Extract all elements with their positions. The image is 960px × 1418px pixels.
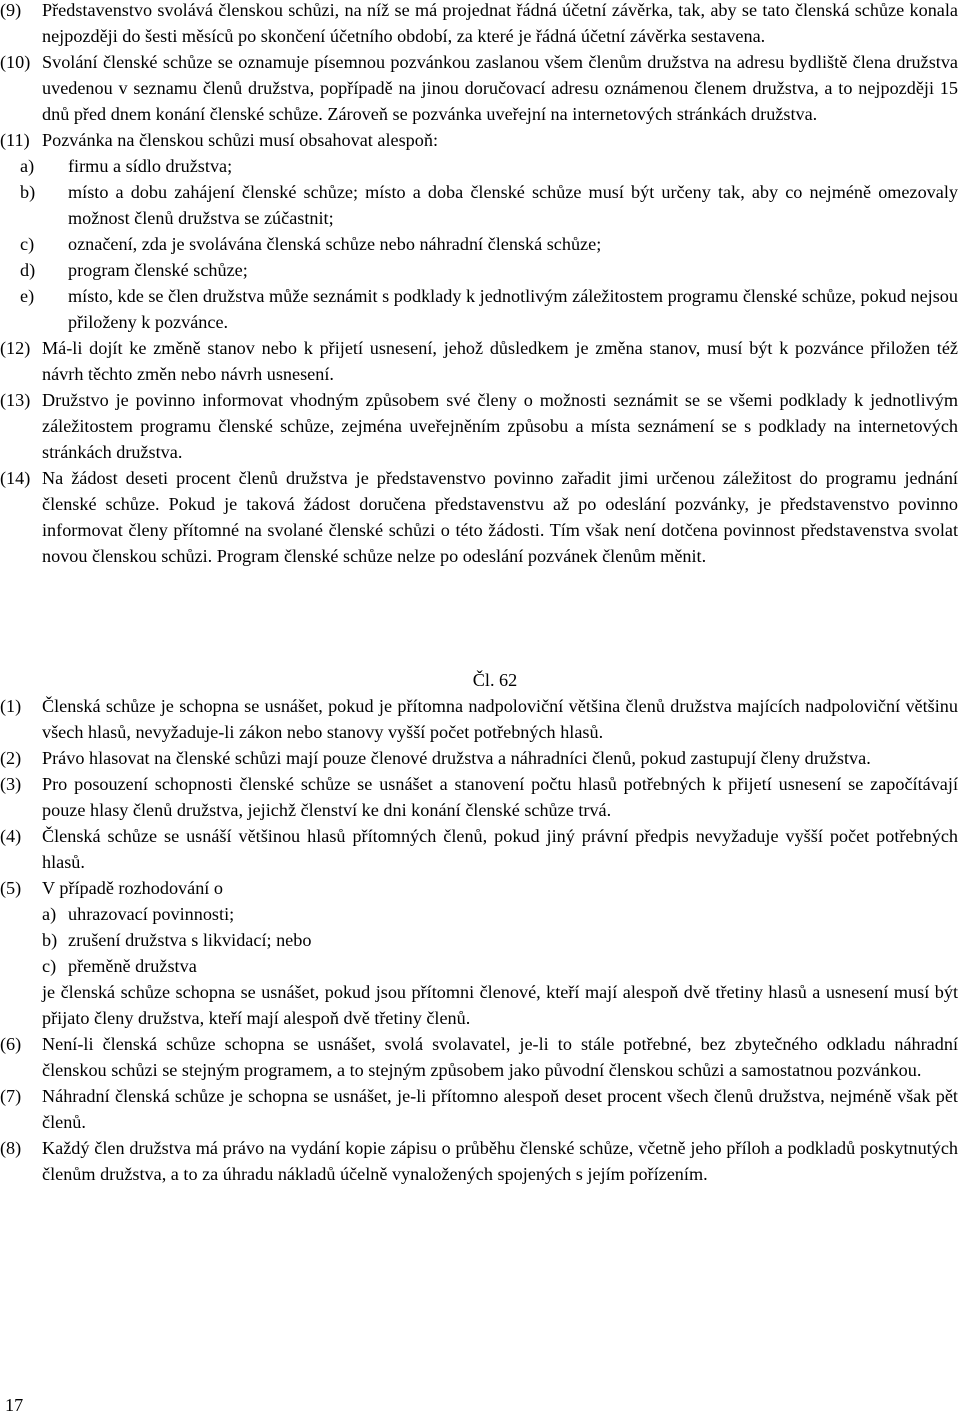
paragraph-12 (0, 335, 960, 387)
list-text: firmu a sídlo družstva; (68, 156, 233, 176)
list-label: b) (20, 182, 36, 202)
paragraph-number: (13) (0, 390, 31, 410)
list-text: přeměně družstva (68, 956, 197, 976)
paragraph-11 (0, 127, 960, 153)
list-label: b) (42, 930, 58, 950)
paragraph-62-8 (0, 1135, 960, 1187)
list-text: místo a dobu zahájení členské schůze; místo a doba členské schůze musí být určeny tak, aby co nejméně omezovaly možnost členů družstva se zúčastnit; (68, 182, 958, 228)
list-text: zrušení družstva s likvidací; nebo (68, 930, 312, 950)
paragraph-number: (12) (0, 338, 31, 358)
list-text: místo, kde se člen družstva může seznámit s podklady k jednotlivým záležitostem programu členské schůze, pokud nejsou přiloženy k pozvánce. (68, 286, 958, 332)
paragraph-text: Není-li členská schůze schopna se usnášet, svolá svolavatel, je-li to stále potřebné, bez zbytečného odkladu náhradní členskou schůzi se stejným programem, a to stejným způsobem jako původní členskou schůzi a samostatnou pozvánkou. (42, 1034, 958, 1080)
paragraph-text: Náhradní členská schůze je schopna se usnášet, je-li přítomno alespoň deset procent všech členů družstva, nejméně však pět členů. (42, 1086, 958, 1132)
list-text: program členské schůze; (68, 260, 248, 280)
paragraph-text: Právo hlasovat na členské schůzi mají pouze členové družstva a náhradníci členů, pokud zastupují členy družstva. (42, 748, 871, 768)
paragraph-text: Každý člen družstva má právo na vydání kopie zápisu o průběhu členské schůze, včetně jeho příloh a podkladů poskytnutých členům družstva, a to za úhradu nákladů účelně vynaložených spojených s jejím pořízením. (42, 1138, 958, 1184)
paragraph-number: (6) (0, 1034, 22, 1054)
paragraph-10 (0, 49, 960, 127)
list-item-11c (0, 231, 960, 257)
paragraph-number: (4) (0, 826, 22, 846)
paragraph-62-6 (0, 1031, 960, 1083)
paragraph-text: Svolání členské schůze se oznamuje písemnou pozvánkou zaslanou všem členům družstva na adresu bydliště člena družstva uvedenou v seznamu členů družstva, popřípadě na jinou doručovací adresu oznámenou členem družstva, a to nejpozději 15 dnů před dnem konání členské schůze. Zároveň se pozvánka uveřejní na internetových stránkách družstva. (42, 52, 958, 124)
list-item-5b (0, 927, 960, 953)
list-label: c) (42, 956, 57, 976)
list-item-5c (0, 953, 960, 979)
list-item-5a (0, 901, 960, 927)
paragraph-text: Družstvo je povinno informovat vhodným způsobem své členy o možnosti seznámit se se všemi podklady k jednotlivým záležitostem programu členské schůze, zejména uveřejněním způsobu a místa seznámení se s podklady na internetových stránkách družstva. (42, 390, 958, 462)
paragraph-number: (8) (0, 1138, 22, 1158)
paragraph-number: (7) (0, 1086, 22, 1106)
list-item-11d (0, 257, 960, 283)
paragraph-text: Na žádost deseti procent členů družstva je představenstvo povinno zařadit jimi určenou záležitost do programu jednání členské schůze. Pokud je taková žádost doručena představenstvu až po odeslání pozvánky, je představenstvo povinno informovat členy přítomné na svolané členské schůzi o této žádosti. Tím však není dotčena povinnost představenstva svolat novou členskou schůzi. Program členské schůze nelze po odeslání pozvánek členům měnit. (42, 468, 958, 566)
paragraph-number: (1) (0, 696, 22, 716)
paragraph-number: (10) (0, 52, 31, 72)
list-label: c) (20, 234, 35, 254)
paragraph-text: Pro posouzení schopnosti členské schůze se usnášet a stanovení počtu hlasů potřebných k přijetí usnesení se započítávají pouze hlasy členů družstva, jejichž členství ke dni konání členské schůze trvá. (42, 774, 958, 820)
paragraph-number: (3) (0, 774, 22, 794)
paragraph-5-continuation: je členská schůze schopna se usnášet, pokud jsou přítomni členové, kteří mají alespoň dvě třetiny hlasů a usnesení musí být přijato členy družstva, kteří mají alespoň dvě třetiny členů. (42, 982, 958, 1028)
paragraph-text: Členská schůze se usnáší většinou hlasů přítomných členů, pokud jiný právní předpis nevyžaduje vyšší počet potřebných hlasů. (42, 826, 958, 872)
article-heading-section (0, 667, 960, 693)
paragraph-text: Pozvánka na členskou schůzi musí obsahovat alespoň: (42, 130, 438, 150)
paragraph-text: V případě rozhodování o (42, 878, 223, 898)
section-article-62 (0, 693, 960, 1187)
page-number: 17 (5, 1395, 24, 1415)
paragraph-text: Členská schůze je schopna se usnášet, pokud je přítomna nadpoloviční většina členů družstva majících nadpoloviční většinu všech hlasů, nevyžaduje-li zákon nebo stanovy vyšší počet potřebných hlasů. (42, 696, 958, 742)
paragraph-text: Má-li dojít ke změně stanov nebo k přijetí usnesení, jehož důsledkem je změna stanov, musí být k pozvánce přiložen též návrh těchto změn nebo návrh usnesení. (42, 338, 958, 384)
list-item-11e (0, 283, 960, 335)
list-text: označení, zda je svolávána členská schůze nebo náhradní členská schůze; (68, 234, 602, 254)
paragraph-62-3 (0, 771, 960, 823)
section-top (0, 0, 960, 569)
paragraph-62-5 (0, 875, 960, 901)
list-label: e) (20, 286, 35, 306)
list-label: a) (42, 904, 57, 924)
paragraph-62-1 (0, 693, 960, 745)
paragraph-13 (0, 387, 960, 465)
list-item-11a (0, 153, 960, 179)
paragraph-text: Představenstvo svolává členskou schůzi, na níž se má projednat řádná účetní závěrka, tak, aby se tato členská schůze konala nejpozději do šesti měsíců po skončení účetního období, za které je řádná účetní závěrka sestavena. (42, 0, 958, 46)
paragraph-62-4 (0, 823, 960, 875)
paragraph-number: (9) (0, 0, 22, 20)
list-text: uhrazovací povinnosti; (68, 904, 235, 924)
article-heading: Čl. 62 (472, 670, 518, 690)
paragraph-number: (2) (0, 748, 22, 768)
paragraph-9 (0, 0, 960, 49)
list-label: d) (20, 260, 36, 280)
paragraph-14 (0, 465, 960, 569)
paragraph-62-7 (0, 1083, 960, 1135)
paragraph-number: (14) (0, 468, 31, 488)
paragraph-number: (5) (0, 878, 22, 898)
paragraph-62-2 (0, 745, 960, 771)
paragraph-number: (11) (0, 130, 30, 150)
list-item-11b (0, 179, 960, 231)
list-label: a) (20, 156, 35, 176)
